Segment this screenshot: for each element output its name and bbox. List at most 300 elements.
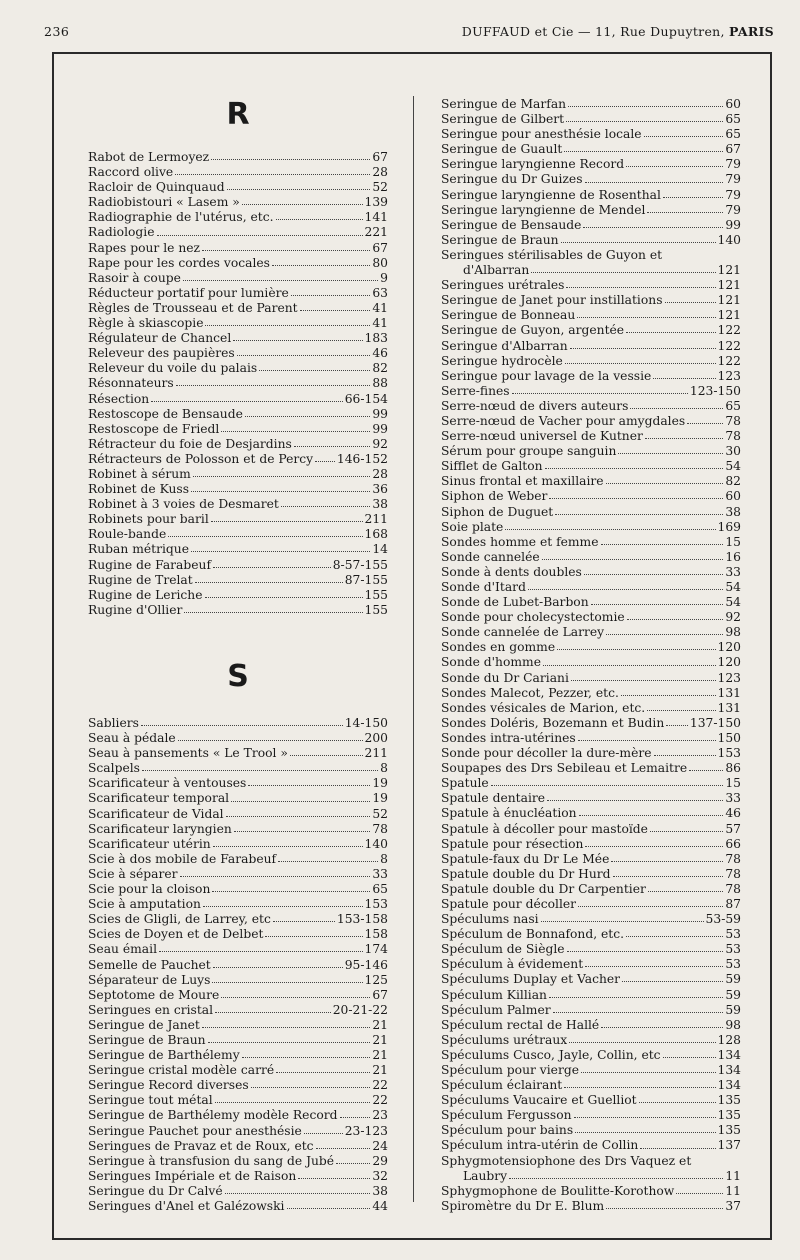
entry-name: Spéculum Killian: [441, 987, 547, 1002]
entry-page: 38: [725, 504, 741, 519]
index-entry: [88, 1018, 388, 1033]
entry-page: 221: [364, 225, 388, 240]
entry-name: Rugine de Farabeuf: [88, 557, 212, 572]
entry-name: Sondes homme et femme: [441, 534, 599, 549]
entry-page: 200: [364, 731, 388, 746]
leader-dots: [176, 385, 371, 386]
entry-name: Seringues stérilisables de Guyon et: [441, 247, 663, 262]
index-entry: [441, 1033, 741, 1048]
leader-dots: [226, 816, 371, 817]
leader-dots: [606, 634, 723, 635]
index-entry: [88, 422, 388, 437]
index-entry: [441, 474, 741, 489]
entry-name: Seringue de Braun: [441, 232, 559, 247]
leader-dots: [300, 310, 371, 311]
index-entry: [88, 1139, 388, 1154]
entry-page: 60: [725, 489, 741, 504]
entry-name: Rugine de Leriche: [88, 587, 203, 602]
leader-dots: [606, 1208, 723, 1209]
index-entry: [441, 1169, 741, 1184]
entry-name: Releveur des paupières: [88, 346, 235, 361]
entry-name: Spatule pour résection: [441, 836, 584, 851]
entry-name: Seringue de Braun: [88, 1032, 206, 1047]
entry-name: Sinus frontal et maxillaire: [441, 474, 604, 489]
leader-dots: [287, 1208, 371, 1209]
entry-page: 99: [725, 217, 741, 232]
entry-page: 92: [372, 436, 388, 451]
index-entry: [441, 459, 741, 474]
index-entry: [88, 1169, 388, 1184]
leader-dots: [626, 166, 723, 167]
entry-page: 98: [725, 1017, 741, 1032]
leader-dots: [227, 189, 371, 190]
entry-name: Sondes Malecot, Pezzer, etc.: [441, 685, 619, 700]
leader-dots: [626, 332, 715, 333]
index-entry: [88, 1078, 388, 1093]
entry-name: Seringue hydrocèle: [441, 353, 563, 368]
entry-name: Spéculums nasi: [441, 912, 539, 927]
index-entry: [441, 580, 741, 595]
index-entry: [88, 852, 388, 867]
entry-name: Sonde pour décoller la dure-mère: [441, 746, 652, 761]
index-entry: [88, 1199, 388, 1214]
index-entry: [441, 1018, 741, 1033]
entry-page: 41: [372, 316, 388, 331]
entry-name: Spéculum pour bains: [441, 1123, 574, 1138]
entry-page: 82: [725, 474, 741, 489]
leader-dots: [336, 1163, 370, 1164]
entry-page: 153-158: [336, 912, 388, 927]
entry-name: Sonde d'Itard: [441, 580, 526, 594]
entry-name: Rape pour les cordes vocales: [88, 255, 270, 270]
index-entry: [88, 973, 388, 988]
entry-name: Seringue de Barthélemy modèle Record: [88, 1108, 338, 1123]
index-entry: [441, 384, 741, 399]
leader-dots: [159, 951, 363, 952]
entry-name: Règle à skiascopie: [88, 316, 204, 331]
entry-name: Seringue d'Albarran: [441, 338, 568, 353]
entry-name: Scarificateur à ventouses: [88, 776, 247, 791]
entry-name: Résection: [88, 391, 150, 406]
entry-page: 59: [725, 987, 741, 1002]
index-entry: [88, 588, 388, 603]
entry-page: 121: [717, 263, 741, 278]
entry-name: Spéculum Palmer: [441, 1002, 551, 1017]
entry-name: Spatule: [441, 776, 489, 791]
index-entry: [88, 867, 388, 882]
index-entry: [441, 867, 741, 882]
publisher-city: PARIS: [729, 24, 774, 39]
index-entry: [441, 1199, 741, 1214]
leader-dots: [512, 393, 688, 394]
leader-dots: [545, 468, 724, 469]
index-entry: [88, 958, 388, 973]
entry-page: 135: [717, 1123, 741, 1138]
entry-page: 53: [725, 927, 741, 942]
entry-name: Racloir de Quinquaud: [88, 180, 225, 195]
index-entry: [441, 746, 741, 761]
entry-page: 22: [372, 1078, 388, 1093]
leader-dots: [549, 997, 723, 998]
leader-dots: [251, 1087, 371, 1088]
index-entry: [88, 346, 388, 361]
leader-dots: [205, 325, 370, 326]
entry-name: Robinet à 3 voies de Desmaret: [88, 497, 279, 512]
index-entry: [441, 837, 741, 852]
index-entry: [88, 807, 388, 822]
entry-page: 53-59: [705, 912, 741, 927]
index-entry: [441, 686, 741, 701]
entry-name: Seringue de Bonneau: [441, 308, 576, 323]
leader-dots: [290, 755, 363, 756]
entry-page: 15: [725, 534, 741, 549]
leader-dots: [618, 453, 723, 454]
entry-name: Seringues en cristal: [88, 1002, 214, 1017]
entry-name: Radiologie: [88, 225, 155, 240]
entry-name: Seringue du Dr Calvé: [88, 1183, 223, 1198]
index-entry: [441, 339, 741, 354]
entry-name: Scies de Doyen et de Delbet: [88, 927, 264, 942]
leader-dots: [647, 212, 723, 213]
entry-name: Spéculum intra-utérin de Collin: [441, 1138, 639, 1153]
entry-name: d'Albarran: [463, 263, 530, 278]
entry-page: 78: [725, 851, 741, 866]
index-entry: [88, 1003, 388, 1018]
entry-page: 146-152: [336, 451, 388, 466]
index-entry: [88, 407, 388, 422]
page-number: 236: [44, 24, 70, 39]
entry-page: 52: [372, 180, 388, 195]
entry-page: 22: [372, 1093, 388, 1108]
leader-dots: [640, 1148, 715, 1149]
index-entry: [441, 505, 741, 520]
leader-dots: [180, 876, 371, 877]
entry-page: 78: [725, 881, 741, 896]
entry-page: 65: [725, 127, 741, 142]
entry-name: Seringues Impériale et de Raison: [88, 1168, 297, 1183]
index-entry: [441, 972, 741, 987]
entry-page: 65: [725, 112, 741, 127]
index-entry: [88, 1124, 388, 1139]
leader-dots: [547, 800, 723, 801]
entry-page: 8-57-155: [332, 557, 388, 572]
index-entry: [88, 746, 388, 761]
index-list-s-right: [441, 97, 741, 1214]
entry-page: 57: [725, 821, 741, 836]
leader-dots: [294, 446, 371, 447]
index-entry: [441, 127, 741, 142]
entry-name: Seringue pour anesthésie locale: [441, 127, 642, 142]
entry-page: 78: [725, 866, 741, 881]
entry-page: 67: [372, 150, 388, 164]
leader-dots: [541, 921, 704, 922]
index-entry: [441, 776, 741, 791]
entry-page: 122: [717, 353, 741, 368]
index-entry: [88, 286, 388, 301]
entry-page: 54: [725, 595, 741, 610]
entry-name: Restoscope de Bensaude: [88, 406, 243, 421]
entry-page: 11: [725, 1168, 741, 1183]
entry-page: 211: [364, 512, 388, 527]
entry-page: 20-21-22: [332, 1002, 388, 1017]
index-entry: [441, 1003, 741, 1018]
entry-page: 29: [372, 1153, 388, 1168]
entry-page: 155: [364, 587, 388, 602]
index-entry: [88, 837, 388, 852]
entry-page: 38: [372, 1183, 388, 1198]
index-entry: [88, 165, 388, 180]
leader-dots: [689, 770, 723, 771]
entry-name: Seau à pansements « Le Trool »: [88, 746, 288, 761]
entry-page: 99: [372, 406, 388, 421]
leader-dots: [213, 846, 363, 847]
leader-dots: [666, 725, 688, 726]
leader-dots: [213, 567, 331, 568]
entry-name: Seringue à transfusion du sang de Jubé: [88, 1153, 335, 1168]
entry-page: 120: [717, 655, 741, 670]
entry-page: 23: [372, 1108, 388, 1123]
entry-page: 88: [372, 376, 388, 391]
entry-name: Soie plate: [441, 519, 504, 534]
index-entry: [88, 150, 388, 165]
entry-page: 99: [372, 421, 388, 436]
entry-page: 21: [372, 1048, 388, 1063]
index-entry: [88, 376, 388, 391]
index-entry: [441, 354, 741, 369]
entry-name: Seringue cristal modèle carré: [88, 1063, 275, 1078]
leader-dots: [151, 401, 343, 402]
entry-page: 15: [725, 776, 741, 791]
index-entry: [441, 701, 741, 716]
entry-name: Spéculum à évidement: [441, 957, 584, 972]
publisher-name: DUFFAUD et Cie — 11, Rue Dupuytren,: [461, 24, 725, 39]
leader-dots: [265, 936, 362, 937]
leader-dots: [630, 408, 723, 409]
leader-dots: [581, 1072, 716, 1073]
entry-page: 134: [717, 1063, 741, 1077]
index-entry: [441, 1108, 741, 1123]
entry-page: 30: [725, 444, 741, 459]
leader-dots: [215, 1012, 331, 1013]
entry-name: Sérum pour groupe sanguin: [441, 444, 617, 459]
entry-page: 137: [717, 1138, 741, 1153]
entry-name: Seringue laryngienne Record: [441, 157, 625, 172]
entry-name: Serre-nœud universel de Kutner: [441, 429, 643, 444]
index-entry: [88, 437, 388, 452]
leader-dots: [575, 1132, 715, 1133]
index-entry: [88, 1063, 388, 1078]
index-entry: [441, 1048, 741, 1063]
index-entry: [441, 610, 741, 625]
entry-page: 123-150: [689, 383, 741, 398]
entry-name: Ruban métrique: [88, 542, 189, 557]
leader-dots: [242, 204, 363, 205]
entry-page: 19: [372, 776, 388, 791]
entry-name: Scie pour la cloison: [88, 882, 211, 897]
leader-dots: [168, 536, 362, 537]
entry-name: Spéculums urétraux: [441, 1032, 568, 1047]
index-entry: [441, 655, 741, 670]
entry-page: 33: [725, 564, 741, 579]
entry-page: 37: [725, 1198, 741, 1213]
entry-name: Septotome de Moure: [88, 987, 220, 1002]
entry-name: Seringue laryngienne de Mendel: [441, 202, 646, 217]
entry-page: 183: [364, 331, 388, 346]
entry-name: Scalpels: [88, 761, 140, 776]
entry-page: 92: [725, 610, 741, 625]
entry-name: Seringue de Marfan: [441, 97, 567, 111]
leader-dots: [644, 136, 724, 137]
leader-dots: [613, 876, 724, 877]
index-entry: [88, 1108, 388, 1123]
entry-page: 67: [372, 240, 388, 255]
entry-name: Siphon de Duguet: [441, 504, 554, 519]
index-entry: [441, 912, 741, 927]
entry-name: Règles de Trousseau et de Parent: [88, 300, 298, 315]
index-entry: [441, 806, 741, 821]
entry-name: Régulateur de Chancel: [88, 331, 232, 346]
entry-page: 134: [717, 1078, 741, 1093]
entry-name: Sonde de Lubet-Barbon: [441, 595, 589, 610]
entry-name: Seringues de Pravaz et de Roux, etc: [88, 1138, 314, 1153]
leader-dots: [212, 982, 362, 983]
leader-dots: [509, 1178, 723, 1179]
index-entry: [441, 429, 741, 444]
leader-dots: [543, 665, 716, 666]
entry-page: 174: [364, 942, 388, 957]
leader-dots: [571, 680, 716, 681]
leader-dots: [203, 906, 363, 907]
entry-name: Scie à séparer: [88, 866, 178, 881]
index-entry: [441, 1063, 741, 1078]
index-entry: [88, 927, 388, 942]
entry-name: Spéculums Vaucaire et Guelliot: [441, 1093, 637, 1108]
index-entry: [88, 1093, 388, 1108]
leader-dots: [213, 967, 343, 968]
entry-page: 14-150: [344, 716, 388, 730]
leader-dots: [242, 1057, 371, 1058]
entry-page: 8: [380, 761, 388, 776]
entry-name: Résonnateurs: [88, 376, 174, 391]
entry-page: 87-155: [344, 572, 388, 587]
leader-dots: [202, 1027, 370, 1028]
leader-dots: [654, 755, 716, 756]
leader-dots: [663, 1057, 716, 1058]
index-entry: [441, 731, 741, 746]
index-entry: [441, 1078, 741, 1093]
entry-name: Spéculum de Siègle: [441, 942, 565, 957]
leader-dots: [193, 476, 371, 477]
entry-name: Spéculum Fergusson: [441, 1108, 572, 1123]
entry-name: Seringue pour lavage de la vessie: [441, 368, 652, 383]
index-list-r: [88, 150, 388, 618]
entry-page: 36: [372, 482, 388, 497]
entry-page: 16: [725, 549, 741, 564]
entry-page: 78: [372, 821, 388, 836]
index-entry: [441, 188, 741, 203]
index-entry: [441, 142, 741, 157]
entry-page: 153: [364, 897, 388, 912]
entry-page: 59: [725, 972, 741, 987]
entry-page: 21: [372, 1032, 388, 1047]
index-entry: [88, 542, 388, 557]
index-entry: [441, 565, 741, 580]
index-entry: [88, 776, 388, 791]
entry-name: Soupapes des Drs Sebileau et Lemaitre: [441, 761, 688, 776]
index-entry: [88, 256, 388, 271]
leader-dots: [142, 770, 378, 771]
entry-name: Sonde cannelée: [441, 549, 540, 564]
entry-page: 46: [725, 806, 741, 821]
index-entry: [441, 233, 741, 248]
entry-page: 122: [717, 338, 741, 353]
entry-name: Semelle de Pauchet: [88, 957, 211, 972]
entry-name: Raccord olive: [88, 165, 174, 180]
entry-name: Rugine d'Ollier: [88, 602, 183, 617]
entry-page: 33: [725, 791, 741, 806]
leader-dots: [601, 1027, 723, 1028]
leader-dots: [606, 483, 724, 484]
index-entry: [441, 1123, 741, 1138]
leader-dots: [653, 378, 715, 379]
entry-page: 52: [372, 806, 388, 821]
leader-dots: [553, 1012, 724, 1013]
index-entry: [88, 1184, 388, 1199]
leader-dots: [245, 416, 370, 417]
leader-dots: [557, 649, 715, 650]
index-entry: [88, 361, 388, 376]
entry-page: 123: [717, 670, 741, 685]
leader-dots: [221, 431, 370, 432]
index-entry: [441, 369, 741, 384]
index-entry: [441, 293, 741, 308]
leader-dots: [650, 831, 723, 832]
entry-name: Sondes intra-utérines: [441, 730, 576, 745]
publisher-line: [462, 24, 774, 39]
entry-page: 44: [372, 1199, 388, 1213]
entry-name: Seringues urétrales: [441, 278, 565, 293]
leader-dots: [564, 151, 723, 152]
leader-dots: [585, 966, 723, 967]
leader-dots: [298, 1178, 370, 1179]
entry-page: 11: [725, 1183, 741, 1198]
entry-name: Spéculum de Bonnafond, etc.: [441, 927, 625, 942]
index-entry: [88, 527, 388, 542]
leader-dots: [579, 815, 724, 816]
entry-name: Serre-fines: [441, 383, 510, 398]
index-entry: [441, 1184, 741, 1199]
entry-name: Seau à pédale: [88, 731, 176, 746]
leader-dots: [601, 544, 724, 545]
entry-name: Seringue de Guyon, argentée: [441, 323, 625, 338]
index-entry: [441, 112, 741, 127]
index-entry: [88, 331, 388, 346]
index-entry: [441, 263, 741, 278]
leader-dots: [578, 740, 716, 741]
index-entry: [441, 671, 741, 686]
leader-dots: [183, 280, 378, 281]
leader-dots: [304, 1133, 343, 1134]
entry-name: Scarificateur temporal: [88, 791, 230, 806]
entry-name: Scarificateur utérin: [88, 836, 211, 851]
entry-page: 54: [725, 459, 741, 474]
entry-name: Spatule-faux du Dr Le Mée: [441, 851, 610, 866]
index-entry: [441, 444, 741, 459]
leader-dots: [202, 250, 370, 251]
index-entry: [88, 822, 388, 837]
leader-dots: [211, 521, 363, 522]
entry-name: Scies de Gligli, de Larrey, etc: [88, 912, 271, 927]
